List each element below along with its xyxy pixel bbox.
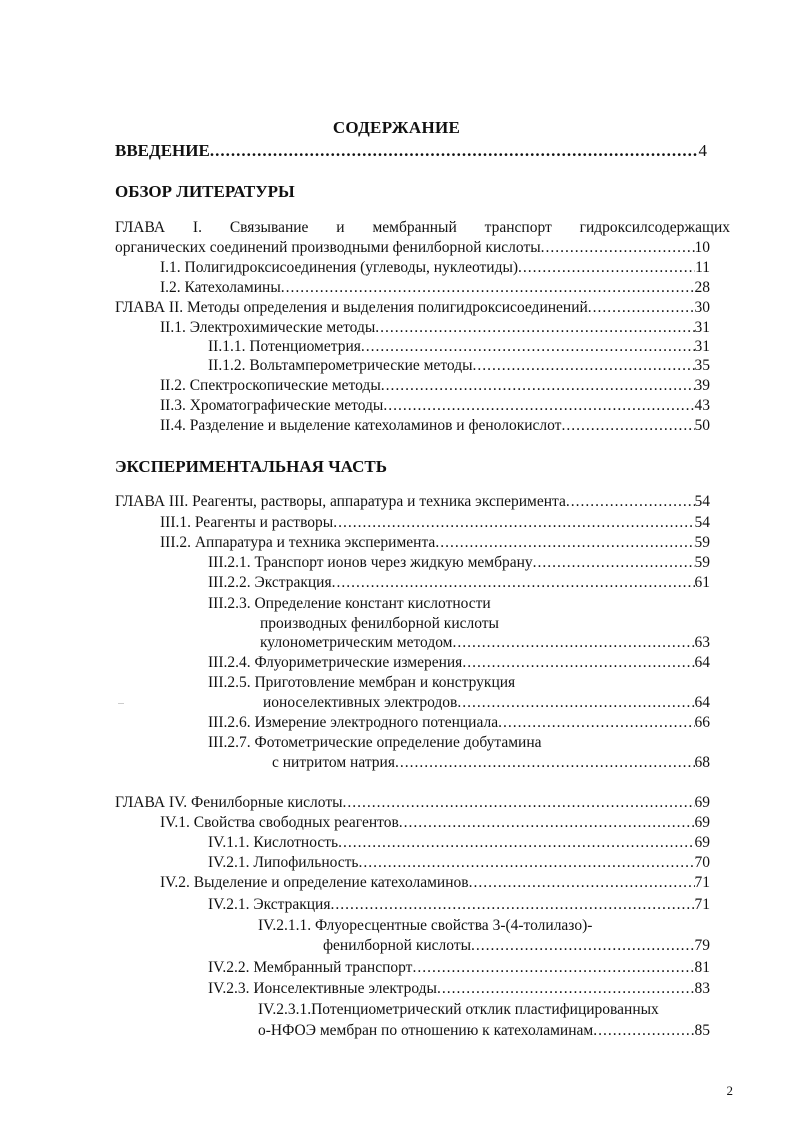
toc-entry-iii1[interactable] [160,513,710,533]
entry-label: III.2. Аппаратура и техника эксперимента [160,534,436,551]
entry-page: 54 [694,514,710,531]
entry-label: кулонометрическим методом [260,634,453,651]
toc-entry-iv23[interactable] [208,979,710,999]
entry-page: 64 [694,694,710,711]
scan-speck [118,703,124,704]
entry-page: 4 [698,141,707,160]
entry-label: ВВЕДЕНИЕ [115,141,210,160]
toc-entry-ch3[interactable] [115,492,710,512]
entry-label: о-НФОЭ мембран по отношению к катехоламинам [258,1022,594,1039]
entry-label: III.2.4. Флуориметрические измерения [208,654,463,671]
toc-entry-iii22[interactable] [208,573,710,593]
page-title: СОДЕРЖАНИЕ [332,118,461,137]
toc-entry-iv1[interactable] [160,813,710,833]
toc-entry-intro[interactable] [115,141,707,161]
entry-page: 70 [694,854,710,871]
entry-label: III.2.6. Измерение электродного потенциала [208,714,499,731]
entry-label: IV.1. Свойства свободных реагентов [160,814,399,831]
entry-page: 59 [694,534,710,551]
entry-label: ионоселективных электродов [263,694,458,711]
toc-entry-i1[interactable] [160,258,710,278]
entry-page: 30 [694,299,710,316]
entry-label: I.1. Полигидроксисоединения (углеводы, нуклеотиды) [160,259,519,276]
entry-label: IV.1.1. Кислотность [208,834,339,851]
entry-page: 64 [694,654,710,671]
entry-page: 66 [694,714,710,731]
toc-entry-ch4[interactable] [115,793,710,813]
toc-entry-iv211[interactable] [323,936,710,956]
section-heading-literature: ОБЗОР ЛИТЕРАТУРЫ [115,182,295,201]
entry-page: 10 [694,239,710,256]
section-heading-experimental: ЭКСПЕРИМЕНТАЛЬНАЯ ЧАСТЬ [115,457,387,476]
entry-page: 85 [694,1022,710,1039]
toc-entry-iv2[interactable] [160,873,710,893]
entry-page: 61 [694,574,710,591]
toc-entry-iii2[interactable] [160,533,710,553]
entry-label: I.2. Катехоламины [160,279,281,296]
toc-entry-ii3[interactable] [160,396,710,416]
entry-label: II.1. Электрохимические методы [160,319,376,336]
entry-label: II.2. Спектроскопические методы [160,377,381,394]
entry-page: 31 [694,319,710,336]
entry-label: IV.2.3. Ионселективные электроды [208,980,437,997]
entry-label: с нитритом натрия [272,754,395,771]
toc-entry-iii23-line2: производных фенилборной кислоты [260,615,499,632]
entry-page: 28 [694,279,710,296]
toc-entry-iv211-line1: IV.2.1.1. Флуоресцентные свойства 3-(4-толилазо)- [258,917,593,934]
entry-label: фенилборной кислоты [323,937,472,954]
toc-entry-iv11[interactable] [208,833,710,853]
entry-label: органических соединений производными фенилборной кислоты [115,239,541,256]
toc-entry-iv22[interactable] [208,958,710,978]
entry-label: ГЛАВА II. Методы определения и выделения полигидроксисоединений [115,299,588,316]
entry-label: IV.2. Выделение и определение катехоламинов [160,874,469,891]
entry-label: III.2.2. Экстракция [208,574,332,591]
toc-entry-iii24[interactable] [208,653,710,673]
entry-page: 59 [694,554,710,571]
toc-entry-ch1-line1: ГЛАВА I. Связывание и мембранный транспорт гидроксилсодержащих [115,219,730,236]
entry-label: III.1. Реагенты и растворы [160,514,334,531]
toc-entry-ii11[interactable] [208,337,710,357]
toc-entry-iii27[interactable] [272,753,710,773]
entry-page: 71 [694,874,710,891]
entry-page: 39 [694,377,710,394]
entry-page: 71 [694,896,710,913]
toc-entry-iii26[interactable] [208,713,710,733]
entry-page: 83 [694,980,710,997]
entry-page: 50 [694,417,710,434]
entry-label: ГЛАВА IV. Фенилборные кислоты [115,794,343,811]
toc-entry-iii25-line1: III.2.5. Приготовление мембран и конструкция [208,674,516,691]
entry-page: 69 [694,814,710,831]
entry-page: 43 [694,397,710,414]
toc-entry-iv231-line1: IV.2.3.1.Потенциометрический отклик пластифицированных [258,1001,659,1018]
entry-page: 68 [694,754,710,771]
entry-page: 69 [694,794,710,811]
entry-label: II.3. Хроматографические методы [160,397,384,414]
entry-label: IV.2.1. Липофильность [208,854,359,871]
entry-label: ГЛАВА III. Реагенты, растворы, аппаратура и техника эксперимента [115,493,566,510]
toc-entry-ii4[interactable] [160,416,710,436]
toc-entry-iii27-line1: III.2.7. Фотометрические определение добутамина [208,734,542,751]
entry-label: IV.2.2. Мембранный транспорт [208,959,413,976]
entry-label: II.1.2. Вольтамперометрические методы [208,357,473,374]
entry-label: II.4. Разделение и выделение катехоламинов и фенолокислот [160,417,562,434]
entry-page: 69 [694,834,710,851]
page-number: 2 [726,1083,733,1098]
toc-entry-i2[interactable] [160,278,710,298]
entry-label: IV.2.1. Экстракция [208,896,331,913]
toc-entry-ii2[interactable] [160,376,710,396]
entry-page: 31 [694,338,710,355]
toc-entry-iii25[interactable] [263,693,710,713]
entry-page: 79 [694,937,710,954]
entry-label: III.2.1. Транспорт ионов через жидкую мембрану [208,554,533,571]
toc-entry-iv21-lipophilicity[interactable] [208,853,710,873]
entry-label: II.1.1. Потенциометрия [208,338,361,355]
toc-entry-iii23-line1: III.2.3. Определение констант кислотности [208,595,491,612]
toc-entry-iii21[interactable] [208,553,710,573]
toc-entry-ii1[interactable] [160,318,710,338]
toc-entry-iv231[interactable] [258,1021,710,1041]
toc-entry-ii12[interactable] [208,356,710,376]
entry-page: 81 [694,959,710,976]
toc-entry-iv21[interactable] [208,895,710,915]
toc-entry-ch1[interactable] [115,238,710,258]
entry-page: 11 [695,259,710,276]
entry-page: 63 [694,634,710,651]
toc-entry-ch2[interactable] [115,298,710,318]
toc-entry-iii23[interactable] [260,633,710,653]
entry-page: 54 [694,493,710,510]
entry-page: 35 [694,357,710,374]
